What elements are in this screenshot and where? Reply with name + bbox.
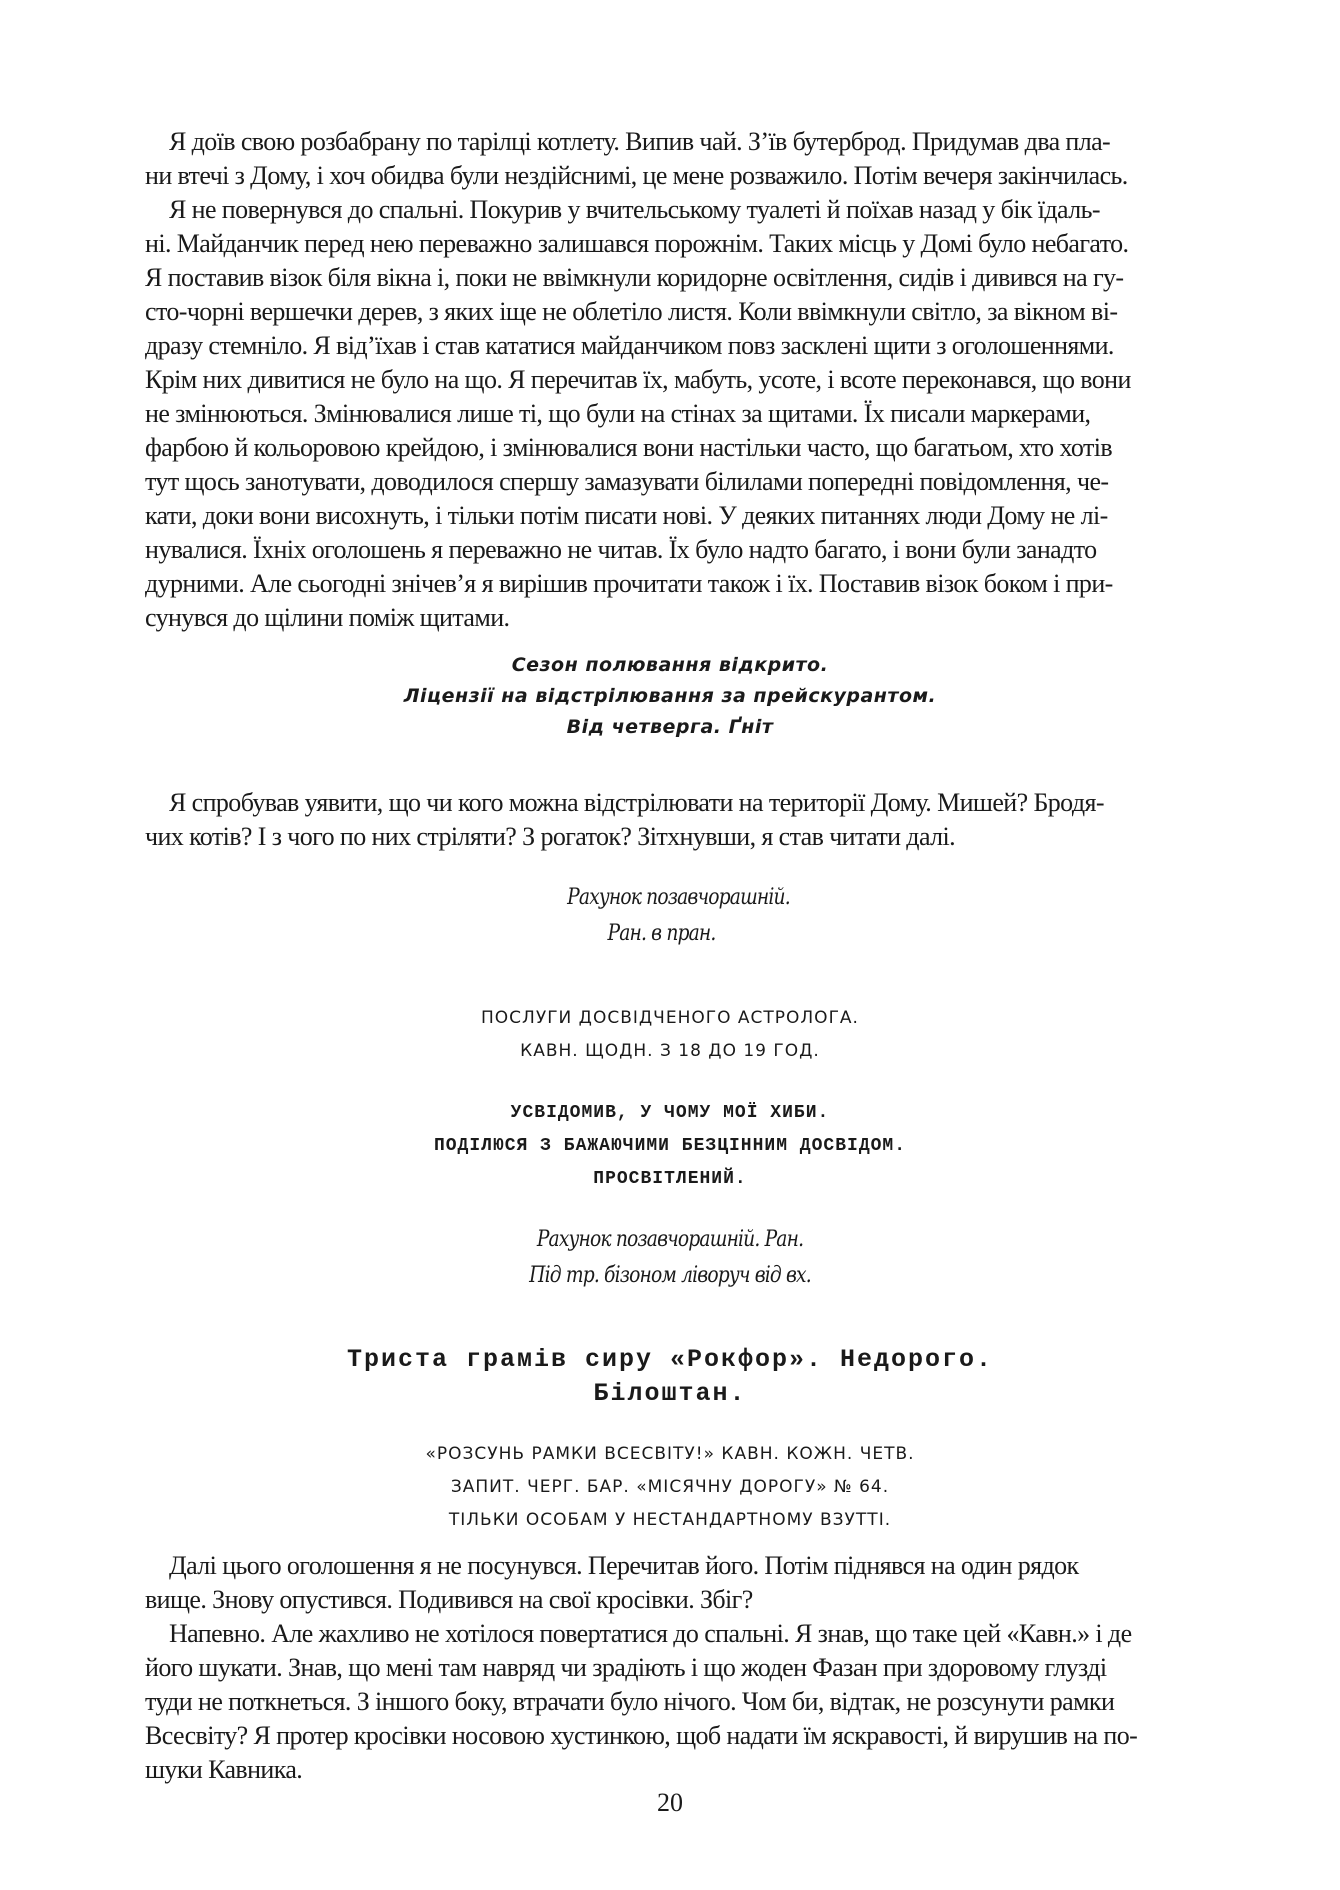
notice-line: УСВІДОМИВ, У ЧОМУ МОЇ ХИБИ. (510, 1103, 830, 1123)
body-line: чих котів? І з чого по них стріляти? З рогаток? Зітхнувши, я став читати далі. (145, 822, 956, 851)
page-number: 20 (657, 1788, 683, 1817)
notice-line: Триста грамів сиру «Рокфор». Недорого. (346, 1345, 994, 1374)
body-line: фарбою й кольоровою крейдою, і змінювалися вони настільки часто, що багатьом, хто хотів (145, 433, 1113, 462)
notice-line: Ран. в пран. (607, 921, 716, 946)
body-line: Крім них дивитися не було на що. Я перечитав їх, мабуть, усоте, і всоте переконався, що вони (145, 365, 1131, 394)
notice-line: ЗАПИТ. ЧЕРГ. БАР. «МІСЯЧНУ ДОРОГУ» № 64. (450, 1477, 890, 1497)
body-line: вище. Знову опустився. Подивився на свої кросівки. Збіг? (145, 1585, 753, 1614)
notice-line: ТІЛЬКИ ОСОБАМ У НЕСТАНДАРТНОМУ ВЗУТТІ. (448, 1510, 892, 1530)
body-line: сто-чорні вершечки дерев, з яких іще не облетіло листя. Коли ввімкнули світло, за вікном ві- (145, 297, 1118, 326)
notice-line: ПРОСВІТЛЕНИЙ. (593, 1169, 747, 1189)
body-line: дурними. Але сьогодні знічев’я я вирішив прочитати також і їх. Поставив візок боком і при- (145, 569, 1113, 598)
body-line: нувалися. Їхніх оголошень я переважно не читав. Їх було надто багато, і вони були занадто (145, 535, 1097, 564)
notice-line: «РОЗСУНЬ РАМКИ ВСЕСВІТУ!» КАВН. КОЖН. ЧЕТВ. (425, 1444, 915, 1464)
body-line: Я поставив візок біля вікна і, поки не ввімкнули коридорне освітлення, сидів і дивився на гу- (145, 263, 1124, 292)
notice-line: Рахунок позавчорашній. (567, 885, 790, 910)
notice-line: ПОДІЛЮСЯ З БАЖАЮЧИМИ БЕЗЦІННИМ ДОСВІДОМ. (433, 1136, 907, 1156)
body-line: тут щось занотувати, доводилося спершу замазувати білилами попередні повідомлення, че- (145, 467, 1109, 496)
body-line: кати, доки вони висохнуть, і тільки потім писати нові. У деяких питаннях люди Дому не лі- (145, 501, 1108, 530)
notice-astrologer (0, 1002, 1340, 1068)
paragraph-block-middle (145, 786, 1215, 854)
notice-receipt-handwritten-2 (101, 1222, 1240, 1294)
body-line: Я спробував уявити, що чи кого можна відстрілювати на території Дому. Мишей? Бродя- (169, 788, 1104, 817)
body-line: Я доїв свою розбабрану по тарілці котлету. Випив чай. З’їв бутерброд. Придумав два пла- (169, 127, 1111, 156)
body-line: туди не поткнеться. З іншого боку, втрачати було нічого. Чом би, відтак, не розсунути рамки (145, 1687, 1115, 1716)
notice-line: Від четверга. Ґніт (566, 716, 774, 738)
body-line: ни втечі з Дому, і хоч обидва були нездійснимі, це мене розважило. Потім вечеря закінчилась. (145, 161, 1128, 190)
notice-line: ПОСЛУГИ ДОСВІДЧЕНОГО АСТРОЛОГА. (481, 1008, 859, 1028)
notice-line: Сезон полювання відкрито. (511, 654, 829, 676)
notice-receipt-handwritten (101, 880, 1240, 952)
notice-universe (0, 1438, 1340, 1537)
paragraph-block-bottom (145, 1549, 1215, 1787)
body-line: Всесвіту? Я протер кросівки носовою хустинкою, щоб надати їм яскравості, й вирушив на по- (145, 1721, 1138, 1750)
notice-line: Ліцензії на відстрілювання за прейскурантом. (403, 685, 937, 707)
body-line: не змінюються. Змінювалися лише ті, що були на стінах за щитами. Їх писали маркерами, (145, 399, 1091, 428)
notice-line: Рахунок позавчорашній. Ран. (536, 1227, 804, 1252)
notice-line: Під тр. бізоном ліворуч від вх. (529, 1263, 811, 1288)
notice-line: КАВН. ЩОДН. З 18 ДО 19 ГОД. (520, 1041, 820, 1061)
body-line: ні. Майданчик перед нею переважно залишався порожнім. Таких місць у Домі було небагато. (145, 229, 1129, 258)
body-line: Далі цього оголошення я не посунувся. Перечитав його. Потім піднявся на один рядок (169, 1551, 1079, 1580)
body-line: Я не повернувся до спальні. Покурив у вчительському туалеті й поїхав назад у бік їдаль- (169, 195, 1100, 224)
paragraph-block-top (145, 125, 1215, 635)
body-line: Напевно. Але жахливо не хотілося повертатися до спальні. Я знав, що таке цей «Кавн.» і де (169, 1619, 1132, 1648)
body-line: його шукати. Знав, що мені там навряд чи зрадіють і що жоден Фазан при здоровому глузді (145, 1653, 1107, 1682)
body-line: шуки Кавника. (145, 1755, 303, 1784)
notice-cheese (0, 1343, 1340, 1411)
notice-line: Білоштан. (593, 1379, 747, 1408)
body-line: дразу стемніло. Я від’їхав і став кататися майданчиком повз засклені щити з оголошеннями. (145, 331, 1114, 360)
notice-enlightened (0, 1097, 1340, 1196)
body-line: сунувся до щілини поміж щитами. (145, 603, 510, 632)
notice-hunting-season (0, 650, 1340, 743)
